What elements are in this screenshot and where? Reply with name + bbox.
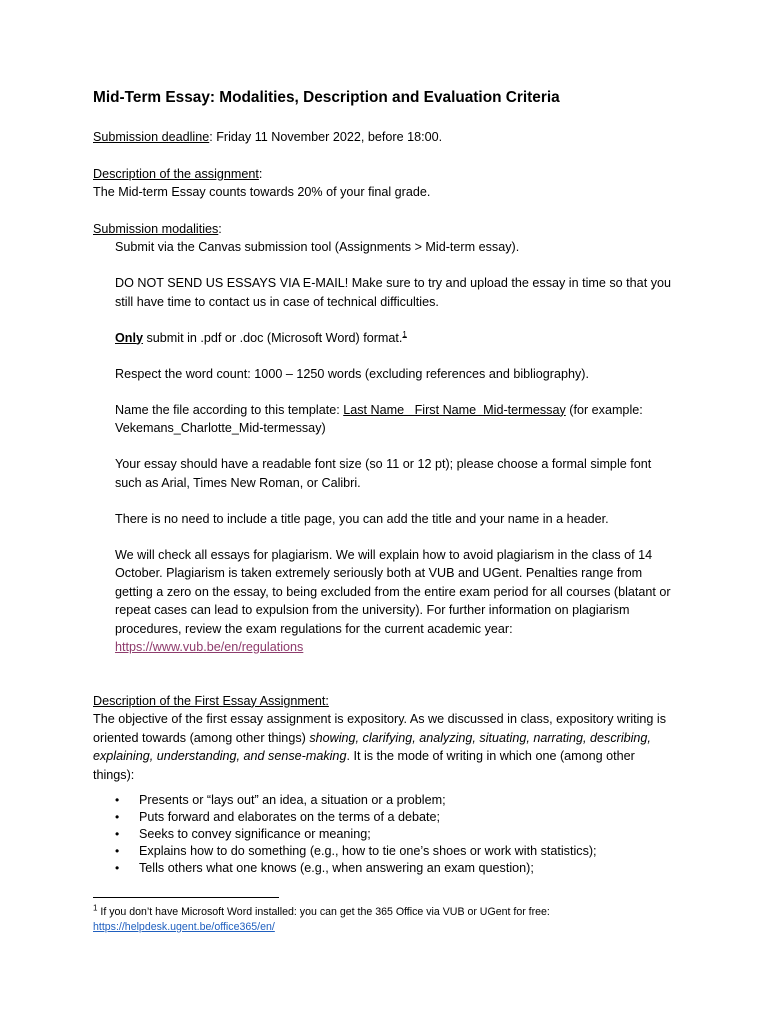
first-essay-intro — [93, 710, 678, 784]
first-essay-intro-end: . It is the mode of writing in which one (among other things): — [93, 749, 635, 782]
deadline-text: : Friday 11 November 2022, before 18:00. — [209, 130, 443, 144]
list-item-text: Puts forward and elaborates on the terms of a debate; — [139, 810, 441, 824]
list-item-text: Explains how to do something (e.g., how to tie one’s shoes or work with statistics); — [139, 844, 597, 858]
list-item — [93, 792, 678, 809]
bullet-icon: • — [115, 827, 120, 841]
description-text: The Mid-term Essay counts towards 20% of your final grade. — [93, 185, 431, 199]
expository-bullet-list — [93, 792, 678, 877]
modalities-label: Submission modalities — [93, 221, 219, 236]
list-item-text: Tells others what one knows (e.g., when answering an exam question); — [139, 861, 534, 875]
list-item — [93, 826, 678, 843]
modalities-list — [93, 238, 678, 657]
plagiarism-paragraph — [115, 546, 678, 657]
office365-link[interactable]: https://helpdesk.ugent.be/office365/en/ — [93, 921, 275, 933]
footnote-text: If you don’t have Microsoft Word installed: you can get the 365 Office via VUB or UGent for free: — [97, 906, 550, 918]
file-name-prefix: Name the file according to this template: — [115, 402, 344, 417]
list-item-text: Seeks to convey significance or meaning; — [139, 827, 371, 841]
footnote-mark: 1 — [93, 903, 98, 913]
file-name-example: (for example: Vekemans_Charlotte_Mid-termessay) — [115, 402, 643, 435]
list-item — [93, 809, 678, 826]
footnote — [93, 905, 683, 935]
footnote-separator — [93, 897, 279, 898]
file-name-instruction — [115, 401, 678, 438]
no-email-warning: DO NOT SEND US ESSAYS VIA E-MAIL! Make sure to try and upload the essay in time so that you still have time to contact us in case of technical difficulties. — [115, 276, 671, 309]
description-label: Description of the assignment — [93, 166, 259, 181]
first-essay-intro-start: The objective of the first essay assignment is expository. As we discussed in class, expository writing is oriented towards (among other things) — [93, 712, 667, 745]
modalities-colon: : — [218, 221, 222, 236]
description-heading — [93, 165, 678, 184]
footnote-reference[interactable]: 1 — [402, 329, 407, 339]
font-instruction: Your essay should have a readable font size (so 11 or 12 pt); please choose a formal simple font such as Arial, Times New Roman, or Calibri. — [115, 457, 652, 490]
title-page-instruction: There is no need to include a title page, you can add the title and your name in a header. — [115, 511, 609, 526]
format-instruction — [115, 329, 678, 348]
list-item-text: Presents or “lays out” an idea, a situation or a problem; — [139, 793, 446, 807]
file-name-template: Last Name First Name Mid-termessay — [343, 402, 566, 417]
plagiarism-text: We will check all essays for plagiarism. We will explain how to avoid plagiarism in the class of 14 October. Plagiarism is taken extremely seriously both at VUB and UGent. Penalties range from getting a zero on the essay, to being excluded from the entire exam period for all courses (blatant or repeat cases can lead to expulsion from the university). For further information on plagiarism procedures, review the exam regulations for the current academic year: — [115, 547, 671, 636]
modalities-heading — [93, 220, 678, 239]
document-title: Mid-Term Essay: Modalities, Description and Evaluation Criteria — [93, 89, 560, 106]
deadline-label: Submission deadline — [93, 130, 210, 144]
canvas-instruction: Submit via the Canvas submission tool (Assignments > Mid-term essay). — [115, 240, 520, 254]
list-item — [93, 843, 678, 860]
regulations-link[interactable]: https://www.vub.be/en/regulations — [115, 640, 304, 654]
list-item — [93, 860, 678, 877]
bullet-icon: • — [115, 844, 120, 858]
description-colon: : — [258, 166, 263, 181]
deadline-line — [93, 128, 678, 147]
bullet-icon: • — [115, 810, 120, 824]
format-text: submit in .pdf or .doc (Microsoft Word) format. — [143, 330, 403, 345]
word-count-instruction: Respect the word count: 1000 – 1250 words (excluding references and bibliography). — [115, 366, 589, 381]
only-emphasis: Only — [115, 330, 143, 345]
first-essay-heading: Description of the First Essay Assignment: — [93, 693, 329, 708]
bullet-icon: • — [115, 793, 120, 807]
bullet-icon: • — [115, 861, 120, 875]
first-essay-intro-italic: showing, clarifying, analyzing, situating, narrating, describing, explaining, understanding, and sense-making — [93, 730, 651, 763]
